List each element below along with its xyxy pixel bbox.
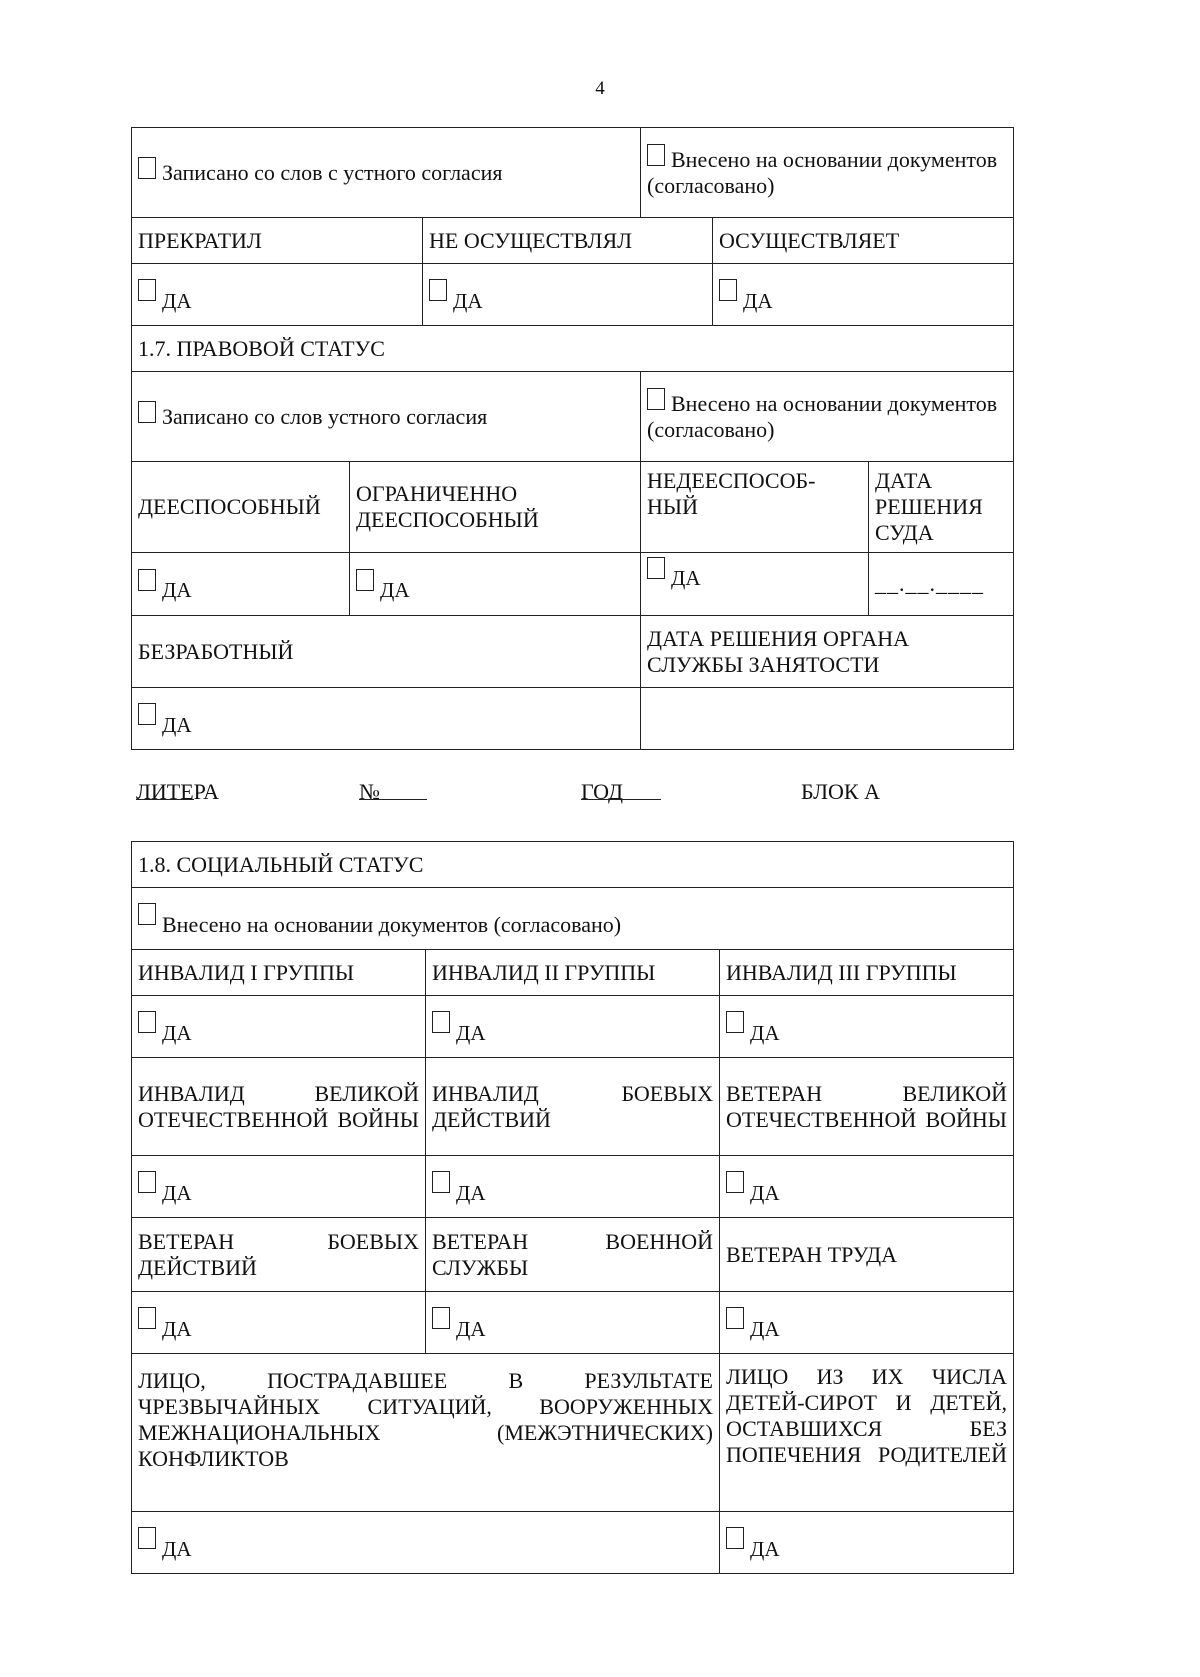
agreement-oral-cell: Записано со слов с устного согласия xyxy=(132,128,641,218)
number-field[interactable] xyxy=(359,779,427,800)
header-limited-capable: ОГРАНИЧЕННО ДЕЕСПОСОБНЫЙ xyxy=(350,462,641,553)
social-status-table: 1.8. СОЦИАЛЬНЫЙ СТАТУС Внесено на основании документов (согласовано) ИНВАЛИД I ГРУППЫ ИНВАЛИД II ГРУППЫ ИНВАЛИД III ГРУППЫ ДА ДА ДА ИНВАЛИД ВЕЛИКОЙ ОТЕЧЕСТВЕННОЙ ВОЙНЫ ИНВАЛИД БОЕВЫХ ДЕЙСТВИЙ ВЕТЕРАН ВЕЛИКОЙ ОТЕЧЕСТВЕННОЙ ВОЙНЫ ДА ДА ДА ВЕТЕРАН БОЕВЫХ ДЕЙСТВИЙ ВЕТЕРАН ВОЕННОЙ СЛУЖБЫ ВЕТЕРАН ТРУДА ДА ДА ДА ЛИЦО, ПОСТРАДАВШЕЕ В РЕЗУЛЬТАТЕ ЧРЕЗВЫЧАЙНЫХ СИТУАЦИЙ, ВООРУЖЕННЫХ МЕЖНАЦИОНАЛЬНЫХ (МЕЖЭТНИЧЕСКИХ) КОНФЛИКТОВ ЛИЦО ИЗ ИХ ЧИСЛА ДЕТЕЙ-СИРОТ И ДЕТЕЙ, ОСТАВШИХСЯ БЕЗ ПОПЕЧЕНИЯ РОДИТЕЛЕЙ ДА ДА xyxy=(131,841,1014,1574)
header-emergency-victim: ЛИЦО, ПОСТРАДАВШЕЕ В РЕЗУЛЬТАТЕ ЧРЕЗВЫЧАЙНЫХ СИТУАЦИЙ, ВООРУЖЕННЫХ МЕЖНАЦИОНАЛЬНЫХ (МЕЖЭТНИЧЕСКИХ) КОНФЛИКТОВ xyxy=(132,1354,720,1512)
header-labor-veteran: ВЕТЕРАН ТРУДА xyxy=(720,1218,1014,1292)
litera-field[interactable] xyxy=(136,779,194,800)
checkbox[interactable] xyxy=(138,279,156,301)
checkbox[interactable] xyxy=(429,279,447,301)
header-combat-disabled: ИНВАЛИД БОЕВЫХ ДЕЙСТВИЙ xyxy=(426,1058,720,1156)
legal-status-table: Записано со слов с устного согласия Внесено на основании документов (согласовано) ПРЕКРАТИЛ НЕ ОСУЩЕСТВЛЯЛ ОСУЩЕСТВЛЯЕТ ДА ДА ДА 1.7. ПРАВОВОЙ СТАТУС Записано со слов устного согласия Внесено на основании документов (согласовано) ДЕЕСПОСОБНЫЙ ОГРАНИЧЕННО ДЕЕСПОСОБНЫЙ НЕДЕЕСПОСОБ-НЫЙ ДАТА РЕШЕНИЯ СУДА ДА ДА ДА __.__.____ БЕЗРАБОТНЫЙ ДАТА РЕШЕНИЯ ОРГАНА СЛУЖБЫ ЗАНЯТОСТИ ДА xyxy=(131,127,1014,750)
year-field[interactable] xyxy=(581,779,661,800)
checkbox[interactable] xyxy=(138,1307,156,1329)
court-date-field[interactable]: __.__.____ xyxy=(875,571,984,596)
employment-decision-date-field[interactable] xyxy=(641,688,1014,750)
header-court-date: ДАТА РЕШЕНИЯ СУДА xyxy=(875,468,983,545)
checkbox[interactable] xyxy=(432,1307,450,1329)
header-ww2-veteran: ВЕТЕРАН ВЕЛИКОЙ ОТЕЧЕСТВЕННОЙ ВОЙНЫ xyxy=(720,1058,1014,1156)
page-number: 4 xyxy=(595,78,605,99)
checkbox[interactable] xyxy=(356,569,374,591)
agreement-oral-cell-2: Записано со слов устного согласия xyxy=(132,372,641,462)
header-capable: ДЕЕСПОСОБНЫЙ xyxy=(132,462,350,553)
checkbox[interactable] xyxy=(647,557,665,579)
checkbox[interactable] xyxy=(432,1171,450,1193)
checkbox[interactable] xyxy=(138,903,156,925)
checkbox[interactable] xyxy=(432,1011,450,1033)
header-incapable-and-court xyxy=(641,462,1014,553)
agreement-docs-cell-2: Внесено на основании документов (согласовано) xyxy=(641,372,1014,462)
checkbox[interactable] xyxy=(138,569,156,591)
checkbox[interactable] xyxy=(726,1527,744,1549)
checkbox[interactable] xyxy=(647,388,665,410)
checkbox[interactable] xyxy=(138,157,156,179)
block-label: БЛОК А xyxy=(801,779,880,804)
checkbox[interactable] xyxy=(726,1011,744,1033)
header-unemployed: БЕЗРАБОТНЫЙ xyxy=(132,616,641,688)
header-conducts: ОСУЩЕСТВЛЯЕТ xyxy=(713,218,1014,264)
header-military-veteran: ВЕТЕРАН ВОЕННОЙ СЛУЖБЫ xyxy=(426,1218,720,1292)
checkbox[interactable] xyxy=(138,1527,156,1549)
header-incapable: НЕДЕЕСПОСОБ-НЫЙ xyxy=(641,462,869,552)
header-disabled-group-1: ИНВАЛИД I ГРУППЫ xyxy=(132,950,426,996)
agreement-docs-cell: Внесено на основании документов (согласовано) xyxy=(641,128,1014,218)
checkbox[interactable] xyxy=(138,1011,156,1033)
header-orphan: ЛИЦО ИЗ ИХ ЧИСЛА ДЕТЕЙ-СИРОТ И ДЕТЕЙ, ОСТАВШИХСЯ БЕЗ ПОПЕЧЕНИЯ РОДИТЕЛЕЙ xyxy=(720,1354,1014,1512)
header-ww2-disabled: ИНВАЛИД ВЕЛИКОЙ ОТЕЧЕСТВЕННОЙ ВОЙНЫ xyxy=(132,1058,426,1156)
header-not-conducted: НЕ ОСУЩЕСТВЛЯЛ xyxy=(423,218,713,264)
checkbox[interactable] xyxy=(647,144,665,166)
header-stopped: ПРЕКРАТИЛ xyxy=(132,218,423,264)
header-disabled-group-3: ИНВАЛИД III ГРУППЫ xyxy=(720,950,1014,996)
section-title-legal-status: 1.7. ПРАВОВОЙ СТАТУС xyxy=(132,326,1014,372)
header-employment-decision-date: ДАТА РЕШЕНИЯ ОРГАНА СЛУЖБЫ ЗАНЯТОСТИ xyxy=(641,616,1014,688)
header-combat-veteran: ВЕТЕРАН БОЕВЫХ ДЕЙСТВИЙ xyxy=(132,1218,426,1292)
header-disabled-group-2: ИНВАЛИД II ГРУППЫ xyxy=(426,950,720,996)
checkbox[interactable] xyxy=(726,1171,744,1193)
checkbox[interactable] xyxy=(138,401,156,423)
section-title-social-status: 1.8. СОЦИАЛЬНЫЙ СТАТУС xyxy=(132,842,1014,888)
checkbox[interactable] xyxy=(719,279,737,301)
checkbox[interactable] xyxy=(726,1307,744,1329)
checkbox[interactable] xyxy=(138,703,156,725)
checkbox[interactable] xyxy=(138,1171,156,1193)
